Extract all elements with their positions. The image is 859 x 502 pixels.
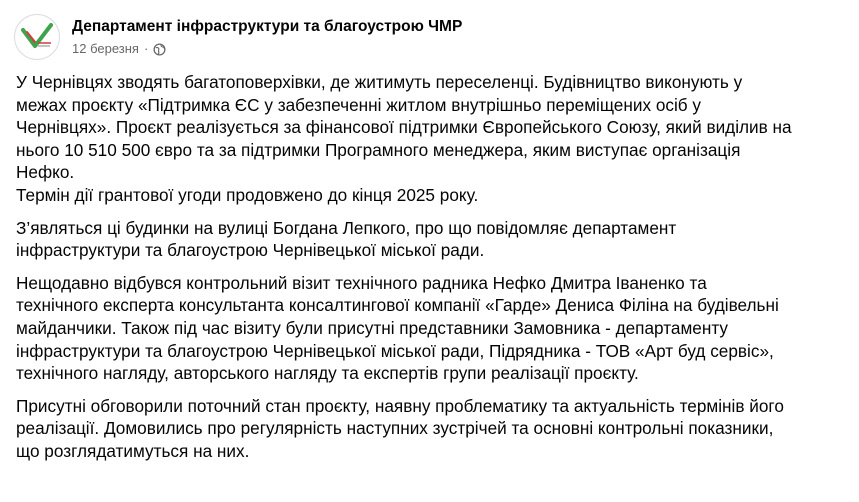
page-avatar[interactable]: [14, 14, 60, 60]
text-line: нього 10 510 500 євро та за підтримки Програмного менеджера, яким виступає організація: [16, 139, 741, 160]
text-line: інфраструктури та благоустрою Чернівецької міської ради, Підрядника - ТОВ «Арт буд сервіс»,: [16, 340, 774, 361]
post-body: [16, 71, 846, 473]
text-line: межах проєкту «Підтримка ЄС у забезпеченні житлом внутрішньо переміщених осіб у: [16, 94, 702, 115]
post-header: [14, 12, 462, 62]
paragraph-2: [16, 217, 846, 262]
text-line: З’являться ці будинки на вулиці Богдана Лепкого, про що повідомляє департамент: [16, 217, 677, 238]
text-line: Чернівцях». Проєкт реалізується за фінансової підтримки Європейського Союзу, який виділив на: [16, 117, 792, 138]
paragraph-4: [16, 395, 846, 463]
post-subline: [72, 41, 462, 57]
text-line: реалізації. Домовились про регулярність наступних зустрічей та основні контрольні показники,: [16, 418, 774, 439]
green-check-logo-icon: [20, 22, 54, 52]
text-line: інфраструктури та благоустрою Чернівецької міської ради.: [16, 240, 485, 261]
text-line: майданчики. Також під час візиту були присутні представники Замовника - департаменту: [16, 317, 728, 338]
paragraph-3: [16, 272, 846, 385]
text-line: Нефко.: [16, 162, 75, 183]
text-line: технічного нагляду, авторського нагляду та експертів групи реалізації проєкту.: [16, 363, 639, 384]
post-date-link[interactable]: 12 березня: [72, 41, 139, 56]
page-name-link[interactable]: Департамент інфраструктури та благоустрою ЧМР: [72, 18, 463, 35]
text-line: Нещодавно відбувся контрольний візит технічного радника Нефко Дмитра Іваненко та: [16, 272, 707, 293]
post-meta: [72, 17, 462, 57]
text-line: Термін дії грантової угоди продовжено до кінця 2025 року.: [16, 184, 479, 205]
text-line: технічного експерта консультанта консалтингової компанії «Гарде» Дениса Філіна на будівельні: [16, 295, 779, 316]
text-line: що розглядатимуться на них.: [16, 440, 250, 461]
globe-icon[interactable]: [153, 43, 166, 56]
text-line: У Чернівцях зводять багатоповерхівки, де житимуть переселенці. Будівництво виконують у: [16, 72, 743, 92]
text-line: Присутні обговорили поточний стан проєкту, наявну проблематику та актуальність термінів його: [16, 395, 784, 416]
meta-separator: ·: [143, 41, 149, 56]
paragraph-1: [16, 71, 846, 207]
